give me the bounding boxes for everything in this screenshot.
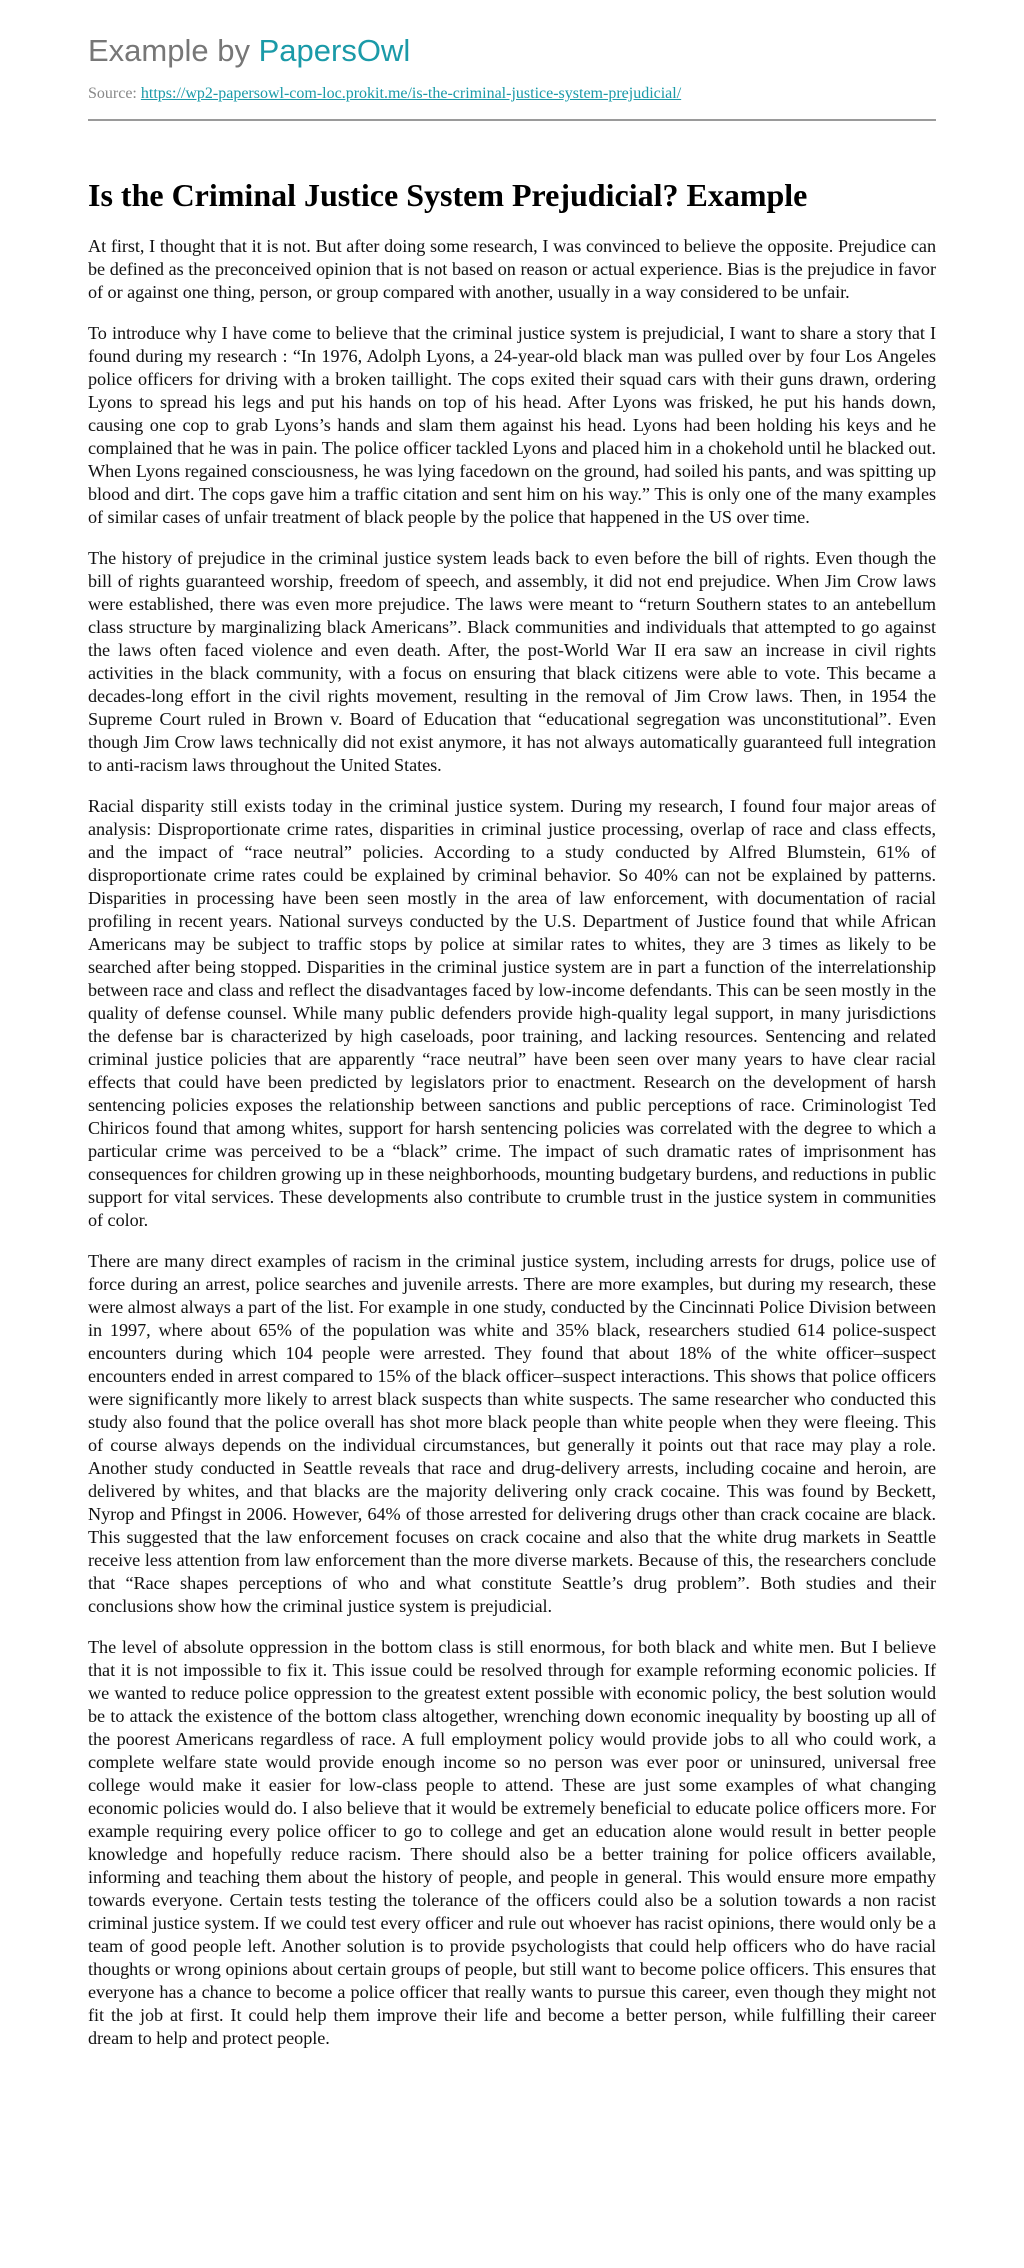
article-paragraph: The level of absolute oppression in the bottom class is still enormous, for both black and white men. But I believe that it is not impossible to fix it. This issue could be resolved through for example reforming economic policies. If we wanted to reduce police oppression to the greatest extent possible with economic policy, the best solution would be to attack the existence of the bottom class altogether, wrenching down economic inequality by boosting up all of the poorest Americans regardless of race. A full employment policy would provide jobs to all who could work, a complete welfare state would provide enough income so no person was ever poor or uninsured, universal free college would make it easier for low-class people to attend. These are just some examples of what changing economic policies would do. I also believe that it would be extremely beneficial to educate police officers more. For example requiring every police officer to go to college and get an education alone would result in better people knowledge and hopefully reduce racism. There should also be a better training for police officers available, informing and teaching them about the history of people, and people in general. This would ensure more empathy towards everyone. Certain tests testing the tolerance of the officers could also be a solution towards a non racist criminal justice system. If we could test every officer and rule out whoever has racist opinions, there would only be a team of good people left. Another solution is to provide psychologists that could help officers who do have racial thoughts or wrong opinions about certain groups of people, but still want to become police officers. This ensures that everyone has a chance to become a police officer that really wants to pursue this career, even though they might not fit the job at first. It could help them improve their life and become a better person, while fulfilling their career dream to help and protect people. [88,1637,936,2048]
article-paragraph: To introduce why I have come to believe that the criminal justice system is prejudicial, I want to share a story that I found during my research : “In 1976, Adolph Lyons, a 24-year-old black man was pulled over by four Los Angeles police officers for driving with a broken taillight. The cops exited their squad cars with their guns drawn, ordering Lyons to spread his legs and put his hands on top of his head. After Lyons was frisked, he put his hands down, causing one cop to grab Lyons’s hands and slam them against his head. Lyons had been holding his keys and he complained that he was in pain. The police officer tackled Lyons and placed him in a chokehold until he blacked out. When Lyons regained consciousness, he was lying facedown on the ground, had soiled his pants, and was spitting up blood and dirt. The cops gave him a traffic citation and sent him on his way.” This is only one of the many examples of similar cases of unfair treatment of black people by the police that happened in the US over time. [88,323,936,527]
header-divider [88,119,936,121]
brand-prefix: Example by [88,33,250,68]
source-line [88,84,936,104]
article-paragraph: At first, I thought that it is not. But after doing some research, I was convinced to believe the opposite. Prejudice can be defined as the preconceived opinion that is not based on reason or actual experience. Bias is the prejudice in favor of or against one thing, person, or group compared with another, usually in a way considered to be unfair. [88,236,936,302]
brand-name-link[interactable]: PapersOwl [258,33,411,68]
brand-header [88,30,936,72]
source-label: Source: [88,85,137,102]
article-paragraph: There are many direct examples of racism in the criminal justice system, including arrests for drugs, police use of force during an arrest, police searches and juvenile arrests. There are more examples, but during my research, these were almost always a part of the list. For example in one study, conducted by the Cincinnati Police Division between in 1997, where about 65% of the population was white and 35% black, researchers studied 614 police-suspect encounters during which 104 people were arrested. They found that about 18% of the white officer–suspect encounters ended in arrest compared to 15% of the black officer–suspect interactions. This shows that police officers were significantly more likely to arrest black suspects than white suspects. The same researcher who conducted this study also found that the police overall has shot more black people than white people when they were fleeing. This of course always depends on the individual circumstances, but generally it points out that race may play a role. Another study conducted in Seattle reveals that race and drug-delivery arrests, including cocaine and heroin, are delivered by whites, and that blacks are the majority delivering only crack cocaine. This was found by Beckett, Nyrop and Pfingst in 2006. However, 64% of those arrested for delivering drugs other than crack cocaine are black. This suggested that the law enforcement focuses on crack cocaine and also that the white drug markets in Seattle receive less attention from law enforcement than the more diverse markets. Because of this, the researchers conclude that “Race shapes perceptions of who and what constitute Seattle’s drug problem”. Both studies and their conclusions show how the criminal justice system is prejudicial. [88,1251,936,1616]
article-body [88,235,936,2050]
document-page [88,0,936,2068]
article-paragraph: Racial disparity still exists today in the criminal justice system. During my research, I found four major areas of analysis: Disproportionate crime rates, disparities in criminal justice processing, overlap of race and class effects, and the impact of “race neutral” policies. According to a study conducted by Alfred Blumstein, 61% of disproportionate crime rates could be explained by criminal behavior. So 40% can not be explained by patterns. Disparities in processing have been seen mostly in the area of law enforcement, with documentation of racial profiling in recent years. National surveys conducted by the U.S. Department of Justice found that while African Americans may be subject to traffic stops by police at similar rates to whites, they are 3 times as likely to be searched after being stopped. Disparities in the criminal justice system are in part a function of the interrelationship between race and class and reflect the disadvantages faced by low-income defendants. This can be seen mostly in the quality of defense counsel. While many public defenders provide high-quality legal support, in many jurisdictions the defense bar is characterized by high caseloads, poor training, and lacking resources. Sentencing and related criminal justice policies that are apparently “race neutral” have been seen over many years to have clear racial effects that could have been predicted by legislators prior to enactment. Research on the development of harsh sentencing policies exposes the relationship between sanctions and public perceptions of race. Criminologist Ted Chiricos found that among whites, support for harsh sentencing policies was correlated with the degree to which a particular crime was perceived to be a “black” crime. The impact of such dramatic rates of imprisonment has consequences for children growing up in these neighborhoods, mounting budgetary burdens, and reductions in public support for vital services. These developments also contribute to crumble trust in the justice system in communities of color. [88,796,936,1230]
source-url-link[interactable]: https://wp2-papersowl-com-loc.prokit.me/is-the-criminal-justice-system-prejudicial/ [140,85,682,102]
article-title: Is the Criminal Justice System Prejudicial? Example [88,177,808,213]
article-paragraph: The history of prejudice in the criminal justice system leads back to even before the bill of rights. Even though the bill of rights guaranteed worship, freedom of speech, and assembly, it did not end prejudice. When Jim Crow laws were established, there was even more prejudice. The laws were meant to “return Southern states to an antebellum class structure by marginalizing black Americans”. Black communities and individuals that attempted to go against the laws often faced violence and even death. After, the post-World War II era saw an increase in civil rights activities in the black community, with a focus on ensuring that black citizens were able to vote. This became a decades-long effort in the civil rights movement, resulting in the removal of Jim Crow laws. Then, in 1954 the Supreme Court ruled in Brown v. Board of Education that “educational segregation was unconstitutional”. Even though Jim Crow laws technically did not exist anymore, it has not always automatically guaranteed full integration to anti-racism laws throughout the United States. [88,548,936,775]
